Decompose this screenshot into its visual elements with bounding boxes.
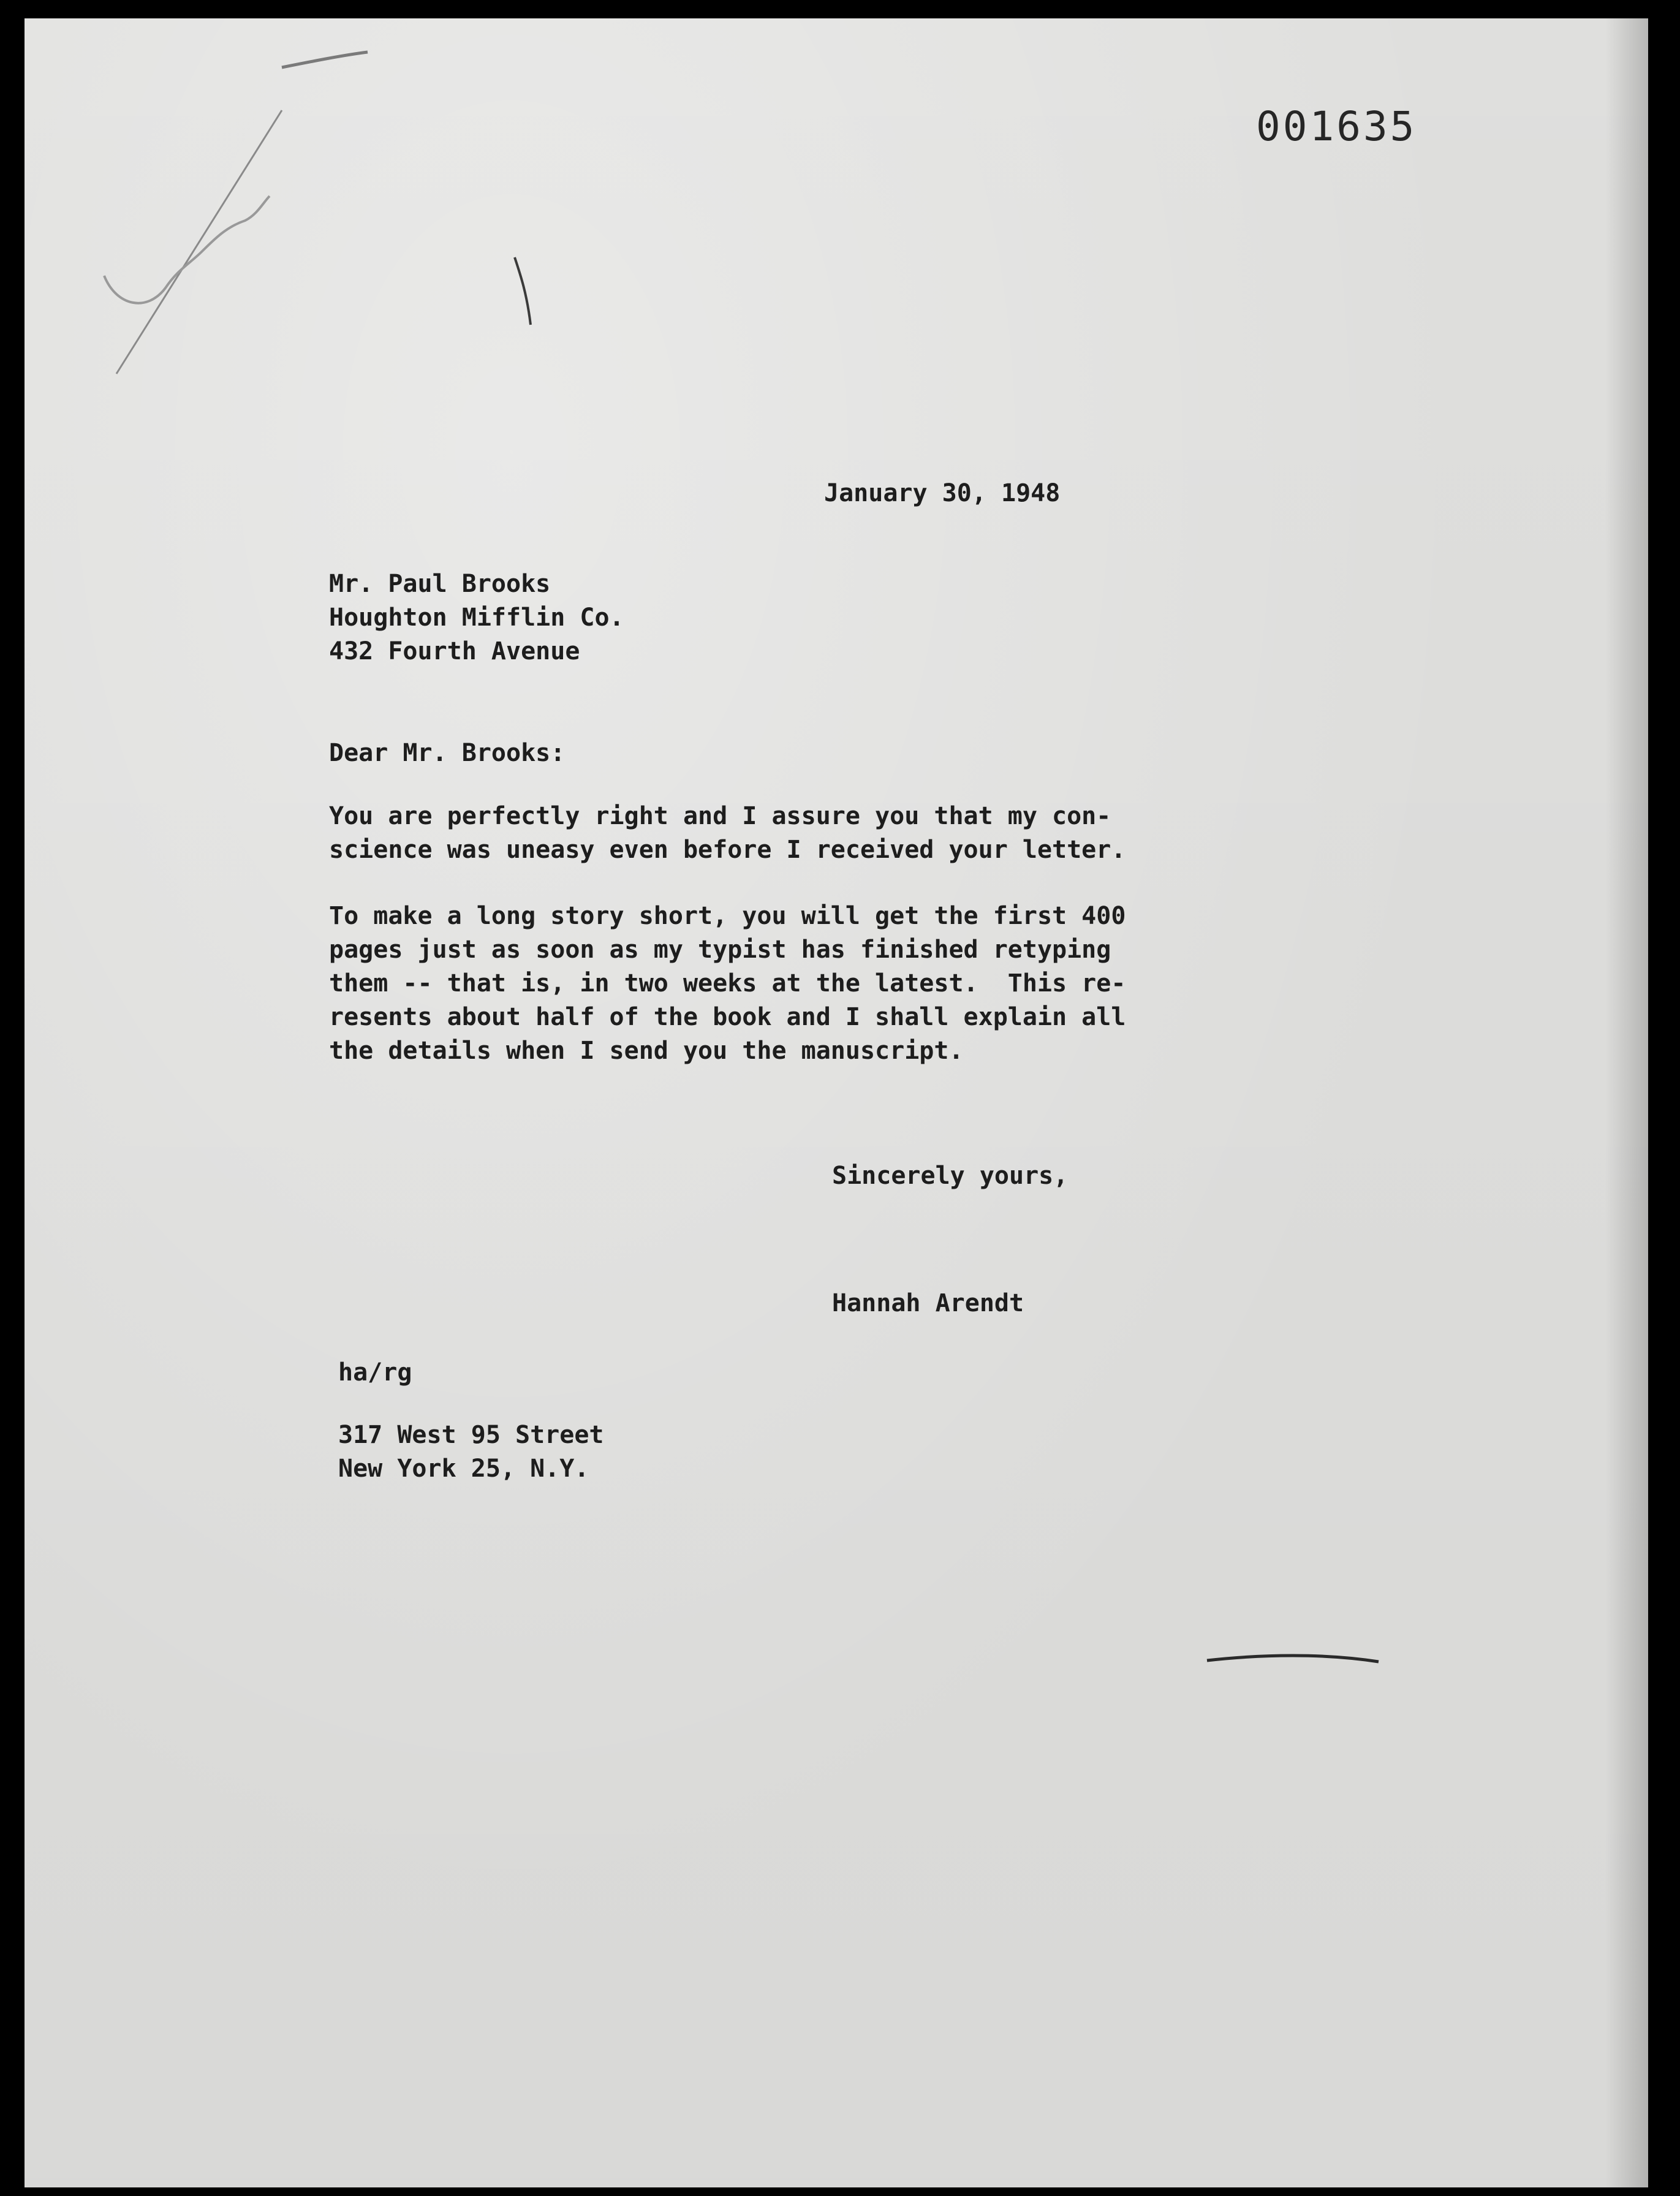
body-line: science was uneasy even before I received your letter. bbox=[329, 836, 1126, 864]
body-line: them -- that is, in two weeks at the latest. This re- bbox=[329, 969, 1126, 998]
body-line: resents about half of the book and I shall explain all bbox=[329, 1003, 1126, 1031]
body-line: You are perfectly right and I assure you that my con- bbox=[329, 802, 1111, 830]
body-line: the details when I send you the manuscript. bbox=[329, 1037, 964, 1065]
document-number: 001635 bbox=[1256, 103, 1417, 150]
closing: Sincerely yours, bbox=[832, 1162, 1069, 1190]
pencil-tick-mark bbox=[515, 257, 531, 325]
signature-name: Hannah Arendt bbox=[832, 1289, 1024, 1317]
sender-address-line: 317 West 95 Street bbox=[338, 1421, 604, 1449]
pen-line-mark bbox=[1207, 1656, 1379, 1662]
sender-address-line: New York 25, N.Y. bbox=[338, 1455, 589, 1483]
pencil-slash-mark bbox=[116, 110, 282, 374]
pencil-scribble-mark bbox=[104, 196, 270, 303]
recipient-line: Mr. Paul Brooks bbox=[329, 570, 551, 598]
recipient-line: Houghton Mifflin Co. bbox=[329, 604, 624, 632]
letter-page bbox=[25, 18, 1648, 2187]
recipient-line: 432 Fourth Avenue bbox=[329, 637, 580, 665]
body-line: To make a long story short, you will get the first 400 bbox=[329, 902, 1126, 930]
body-line: pages just as soon as my typist has finished retyping bbox=[329, 936, 1111, 964]
letter-date: January 30, 1948 bbox=[824, 479, 1061, 507]
salutation: Dear Mr. Brooks: bbox=[329, 739, 566, 767]
body-paragraph-1 bbox=[329, 800, 1126, 867]
recipient-address bbox=[329, 567, 624, 668]
body-paragraph-2 bbox=[329, 899, 1126, 1068]
pencil-top-stroke bbox=[282, 52, 368, 67]
sender-address bbox=[338, 1418, 604, 1486]
typist-initials: ha/rg bbox=[338, 1358, 412, 1387]
handwritten-marks bbox=[25, 18, 1648, 2187]
